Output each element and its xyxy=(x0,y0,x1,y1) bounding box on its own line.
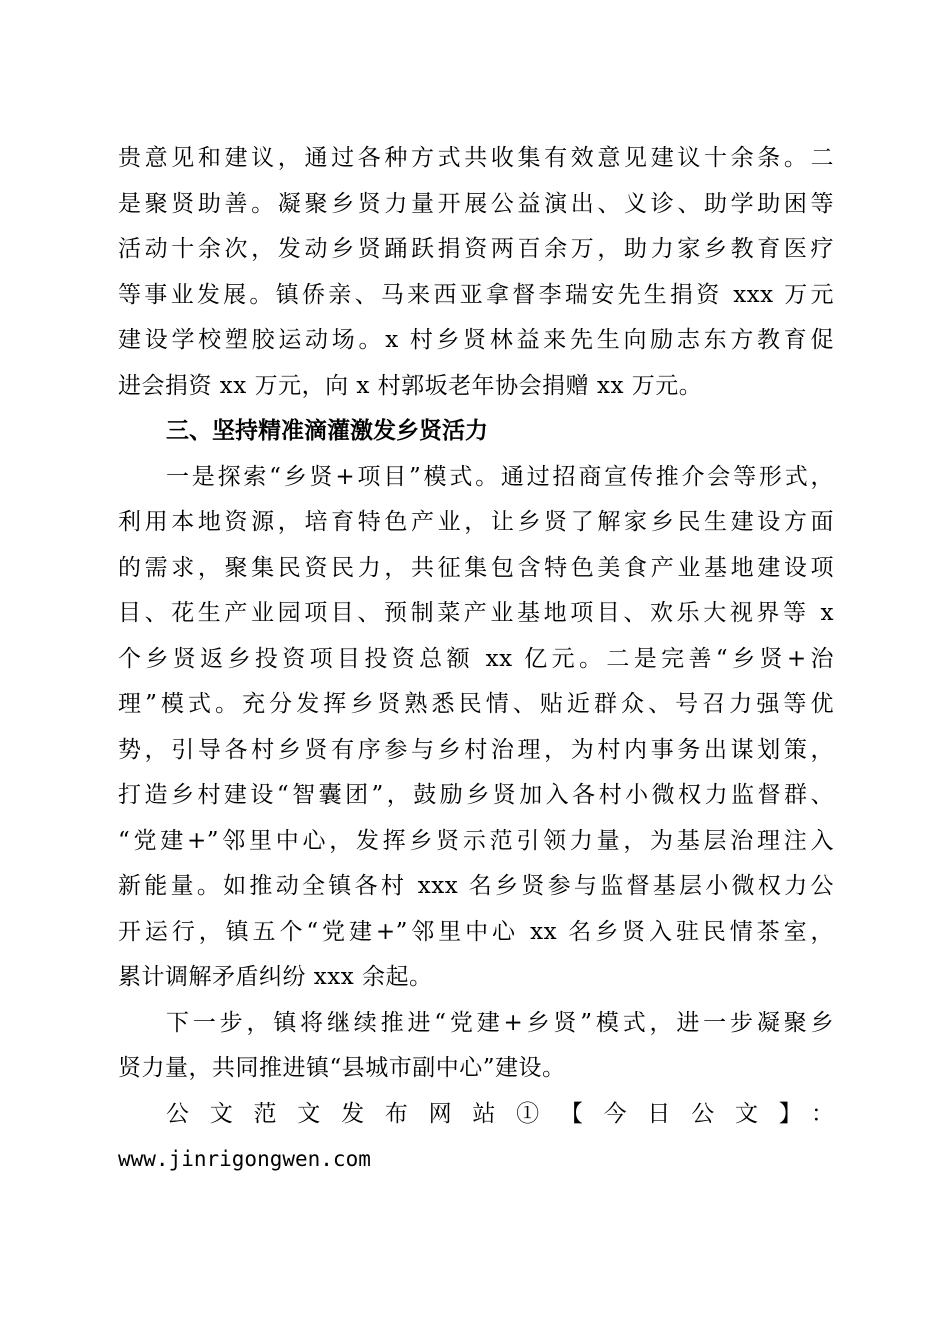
footer xyxy=(118,1092,834,1183)
text-line: 等事业发展。镇侨亲、马来西亚拿督李瑞安先生捐资 xxx 万元 xyxy=(118,281,834,308)
text-line: 目、花生产业园项目、预制菜产业基地项目、欢乐大视界等 x xyxy=(118,600,834,626)
text-line: 贵意见和建议，通过各种方式共收集有效意见建议十余条。二 xyxy=(118,145,834,171)
text-line: 利用本地资源，培育特色产业，让乡贤了解家乡民生建设方面 xyxy=(118,509,834,535)
text-line: 建设学校塑胶运动场。x 村乡贤林益来先生向励志东方教育促 xyxy=(118,327,834,353)
text-line: 打造乡村建设“智囊团”，鼓励乡贤加入各村小微权力监督群、 xyxy=(118,782,834,808)
footer-url-link[interactable]: www.jinrigongwen.com xyxy=(118,1147,371,1171)
paragraph-closing xyxy=(118,1001,834,1092)
text-line: 累计调解矛盾纠纷 xxx 余起。 xyxy=(118,964,433,990)
text-line: 的需求，聚集民资民力，共征集包含特色美食产业基地建设项 xyxy=(118,554,834,581)
text-line: 理”模式。充分发挥乡贤熟悉民情、贴近群众、号召力强等优 xyxy=(118,691,834,717)
text-line: 个乡贤返乡投资项目投资总额 xx 亿元。二是完善“乡贤+治 xyxy=(118,645,834,672)
text-line: 开运行，镇五个“党建+”邻里中心 xx 名乡贤入驻民情茶室， xyxy=(118,918,834,945)
text-line: 贤力量，共同推进镇“县城市副中心”建设。 xyxy=(118,1055,566,1081)
text-line: 是聚贤助善。凝聚乡贤力量开展公益演出、义诊、助学助困等 xyxy=(118,190,834,217)
text-line: 新能量。如推动全镇各村 xxx 名乡贤参与监督基层小微权力公 xyxy=(118,873,834,899)
text-line: “党建+”邻里中心，发挥乡贤示范引领力量，为基层治理注入 xyxy=(118,827,834,854)
footer-site-label: 公文范文发布网站①【今日公文】： xyxy=(166,1100,834,1127)
text-line: 下一步，镇将继续推进“党建+乡贤”模式，进一步凝聚乡 xyxy=(166,1009,834,1036)
paragraph-community-input xyxy=(118,136,834,409)
text-line: 势，引导各村乡贤有序参与乡村治理，为村内事务出谋划策， xyxy=(118,736,834,763)
document-page xyxy=(118,136,834,1183)
text-line: 活动十余次，发动乡贤踊跃捐资两百余万，助力家乡教育医疗 xyxy=(118,236,834,262)
text-line: 一是探索“乡贤+项目”模式。通过招商宣传推介会等形式， xyxy=(166,463,834,490)
text-line: 进会捐资 xx 万元，向 x 村郭坂老年协会捐赠 xx 万元。 xyxy=(118,372,703,399)
section-heading: 三、坚持精准滴灌激发乡贤活力 xyxy=(166,418,488,444)
paragraph-section-3 xyxy=(118,455,834,1001)
